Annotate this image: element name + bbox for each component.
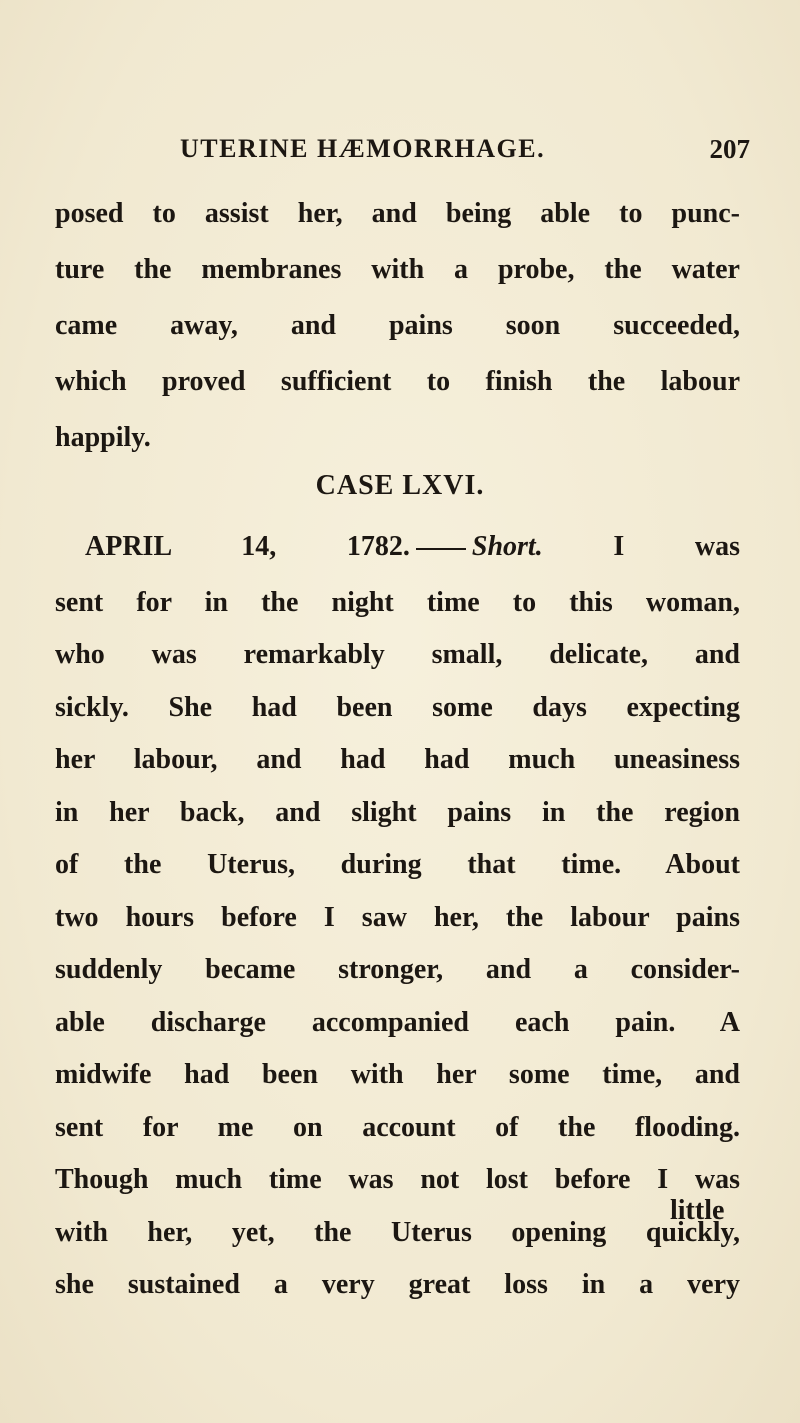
text-line: midwife had been with her some time, and — [55, 1059, 740, 1090]
text-line: happily. — [55, 422, 151, 453]
dash-rule — [416, 548, 466, 550]
text-line: able discharge accompanied each pain. A — [55, 1007, 740, 1038]
case-heading: CASE LXVI. — [315, 470, 485, 501]
text-line: suddenly became stronger, and a consider- — [55, 954, 740, 985]
text-line: of the Uterus, during that time. About — [55, 849, 740, 880]
text-line: Though much time was not lost before I was — [55, 1164, 740, 1195]
running-head — [52, 134, 750, 174]
page-number: 207 — [709, 134, 750, 164]
case-intro-line — [85, 527, 740, 567]
text-line: sickly. She had been some days expecting — [55, 692, 740, 723]
text-line: came away, and pains soon succeeded, — [55, 310, 740, 341]
text-line: in her back, and slight pains in the region — [55, 797, 740, 828]
text-line: which proved sufficient to finish the labour — [55, 366, 740, 397]
text-line: posed to assist her, and being able to punc- — [55, 198, 740, 229]
case-label: Short. — [471, 531, 543, 562]
case-intro-rest: I was — [613, 531, 741, 562]
text-line: with her, yet, the Uterus opening quickly, — [55, 1217, 740, 1248]
running-title: UTERINE HÆMORRHAGE. — [180, 134, 546, 163]
text-line: who was remarkably small, delicate, and — [55, 639, 740, 670]
text-line: she sustained a very great loss in a very — [55, 1269, 740, 1300]
text-line: sent for me on account of the flooding. — [55, 1112, 740, 1143]
text-line: ture the membranes with a probe, the water — [55, 254, 740, 285]
case-date: APRIL 14, 1782. — [85, 531, 410, 562]
text-line: sent for in the night time to this woman, — [55, 587, 740, 618]
text-line: two hours before I saw her, the labour pains — [55, 902, 740, 933]
catchword: little — [670, 1195, 725, 1226]
text-line: her labour, and had had much uneasiness — [55, 744, 740, 775]
